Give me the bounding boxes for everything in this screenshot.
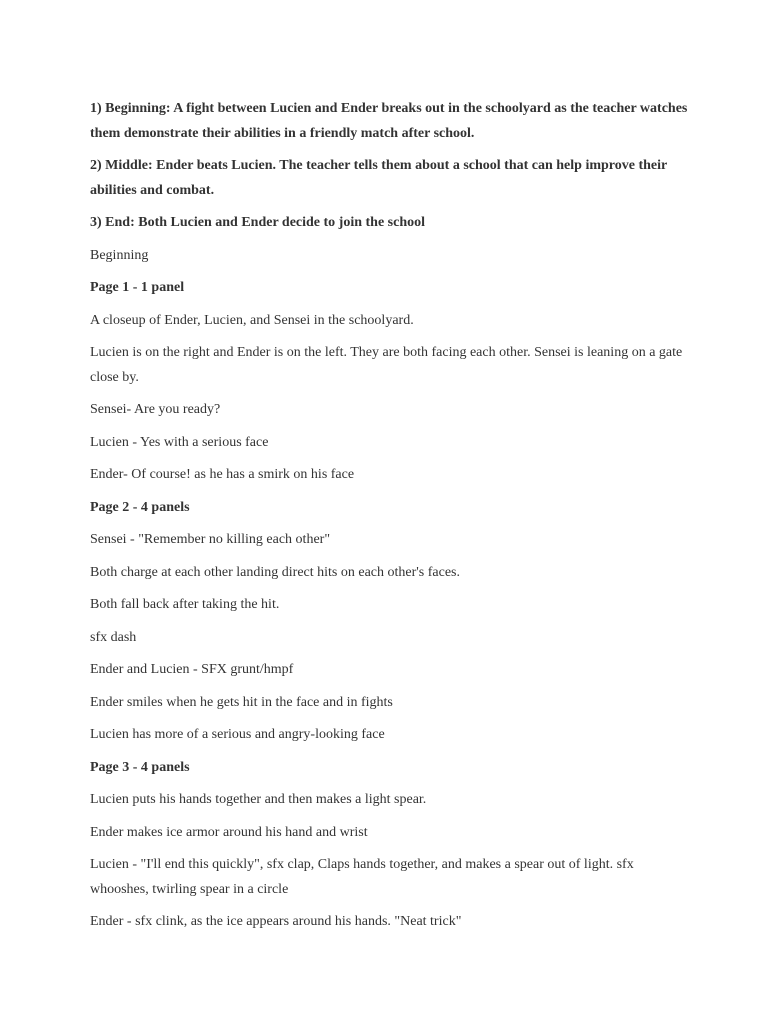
outline-end: 3) End: Both Lucien and Ender decide to join the school	[90, 215, 426, 230]
script-line: Ender and Lucien - SFX grunt/hmpf	[90, 662, 294, 677]
script-line: sfx dash	[90, 629, 137, 645]
script-line: A closeup of Ender, Lucien, and Sensei in the schoolyard.	[90, 312, 414, 328]
section-label-beginning: Beginning	[90, 247, 149, 263]
document-page	[90, 97, 690, 943]
script-line: Lucien has more of a serious and angry-looking face	[90, 727, 385, 742]
script-line: Lucien is on the right and Ender is on the left. They are both facing each other. Sensei is leaning on a gate close by.	[90, 345, 683, 385]
script-line: Ender smiles when he gets hit in the face and in fights	[90, 694, 393, 710]
script-line: Both charge at each other landing direct hits on each other's faces.	[90, 564, 461, 580]
script-line: Lucien puts his hands together and then makes a light spear.	[90, 792, 427, 807]
script-line: Ender- Of course! as he has a smirk on his face	[90, 467, 355, 482]
script-line: Both fall back after taking the hit.	[90, 597, 280, 612]
outline-middle: 2) Middle: Ender beats Lucien. The teacher tells them about a school that can help improve their abilities and combat.	[90, 158, 667, 198]
script-line: Lucien - "I'll end this quickly", sfx clap, Claps hands together, and makes a spear out of light. sfx whooshes, twirling spear in a circle	[90, 857, 634, 897]
page-2-heading: Page 2 - 4 panels	[90, 499, 190, 515]
script-line: Lucien - Yes with a serious face	[90, 434, 269, 450]
script-line: Sensei - "Remember no killing each other"	[90, 532, 331, 547]
page-3-heading: Page 3 - 4 panels	[90, 759, 190, 775]
page-1-heading: Page 1 - 1 panel	[90, 280, 185, 295]
script-line: Ender makes ice armor around his hand and wrist	[90, 824, 368, 840]
script-line: Sensei- Are you ready?	[90, 402, 221, 417]
script-line: Ender - sfx clink, as the ice appears around his hands. "Neat trick"	[90, 914, 462, 929]
outline-beginning: 1) Beginning: A fight between Lucien and Ender breaks out in the schoolyard as the teacher watches them demonstrate their abilities in a friendly match after school.	[90, 101, 688, 141]
